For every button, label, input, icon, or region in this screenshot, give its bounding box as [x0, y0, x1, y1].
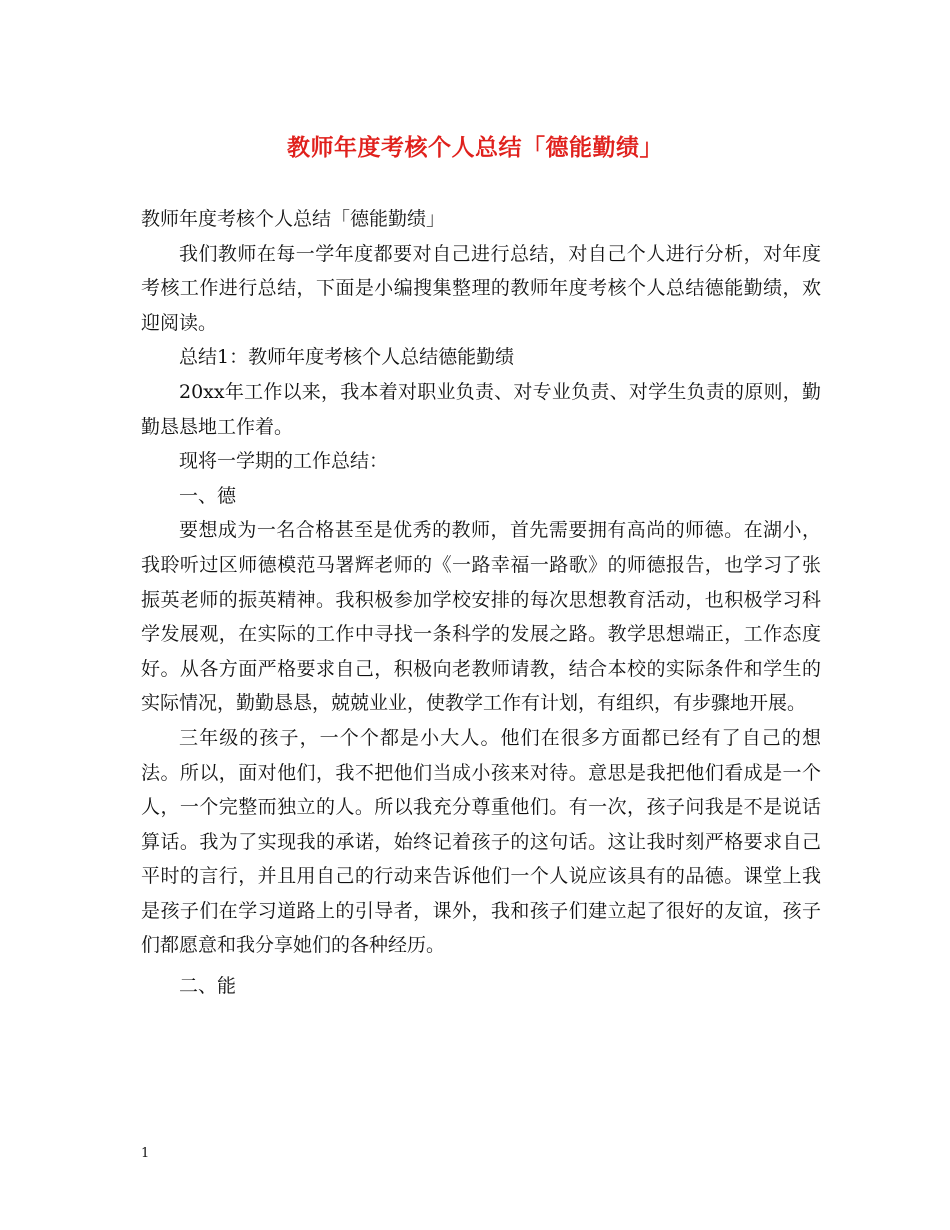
paragraph-summary-lead: 现将一学期的工作总结： — [179, 450, 389, 473]
paragraph-heading: 教师年度考核个人总结「德能勤绩」 — [141, 208, 446, 230]
document-title: 教师年度考核个人总结「德能勤绩」 — [287, 134, 663, 161]
document-body — [141, 202, 821, 1004]
paragraph-intro: 我们教师在每一学年度都要对自己进行总结，对自己个人进行分析，对年度考核工作进行总结，下面是小编搜集整理的教师年度考核个人总结德能勤绩，欢迎阅读。 — [141, 242, 821, 334]
paragraph-summary-title: 总结1：教师年度考核个人总结德能勤绩 — [179, 346, 515, 369]
paragraph-morality: 要想成为一名合格甚至是优秀的教师，首先需要拥有高尚的师德。在湖小，我聆听过区师德模范马署辉老师的《一路幸福一路歌》的师德报告，也学习了张振英老师的振英精神。我积极参加学校安排的每次思想教育活动，也积极学习科学发展观，在实际的工作中寻找一条科学的发展之路。教学思想端正，工作态度好。从各方面严格要求自己，积极向老教师请教，结合本校的实际条件和学生的实际情况，勤勤恳恳，兢兢业业，使教学工作有计划，有组织，有步骤地开展。 — [141, 519, 821, 715]
section-heading-de: 一、德 — [179, 484, 237, 507]
section-heading-neng: 二、能 — [179, 975, 237, 998]
paragraph-third-grade: 三年级的孩子，一个个都是小大人。他们在很多方面都已经有了自己的想法。所以，面对他们，我不把他们当成小孩来对待。意思是我把他们看成是一个人，一个完整而独立的人。所以我充分尊重他们。有一次，孩子问我是不是说话算话。我为了实现我的承诺，始终记着孩子的这句话。这让我时刻严格要求自己平时的言行，并且用自己的行动来告诉他们一个人说应该具有的品德。课堂上我是孩子们在学习道路上的引导者，课外，我和孩子们建立起了很好的友谊，孩子们都愿意和我分享她们的各种经历。 — [141, 726, 821, 957]
page-number: 1 — [141, 1146, 150, 1161]
paragraph-work-since: 20xx年工作以来，我本着对职业负责、对专业负责、对学生负责的原则，勤勤恳恳地工作着。 — [141, 380, 821, 438]
